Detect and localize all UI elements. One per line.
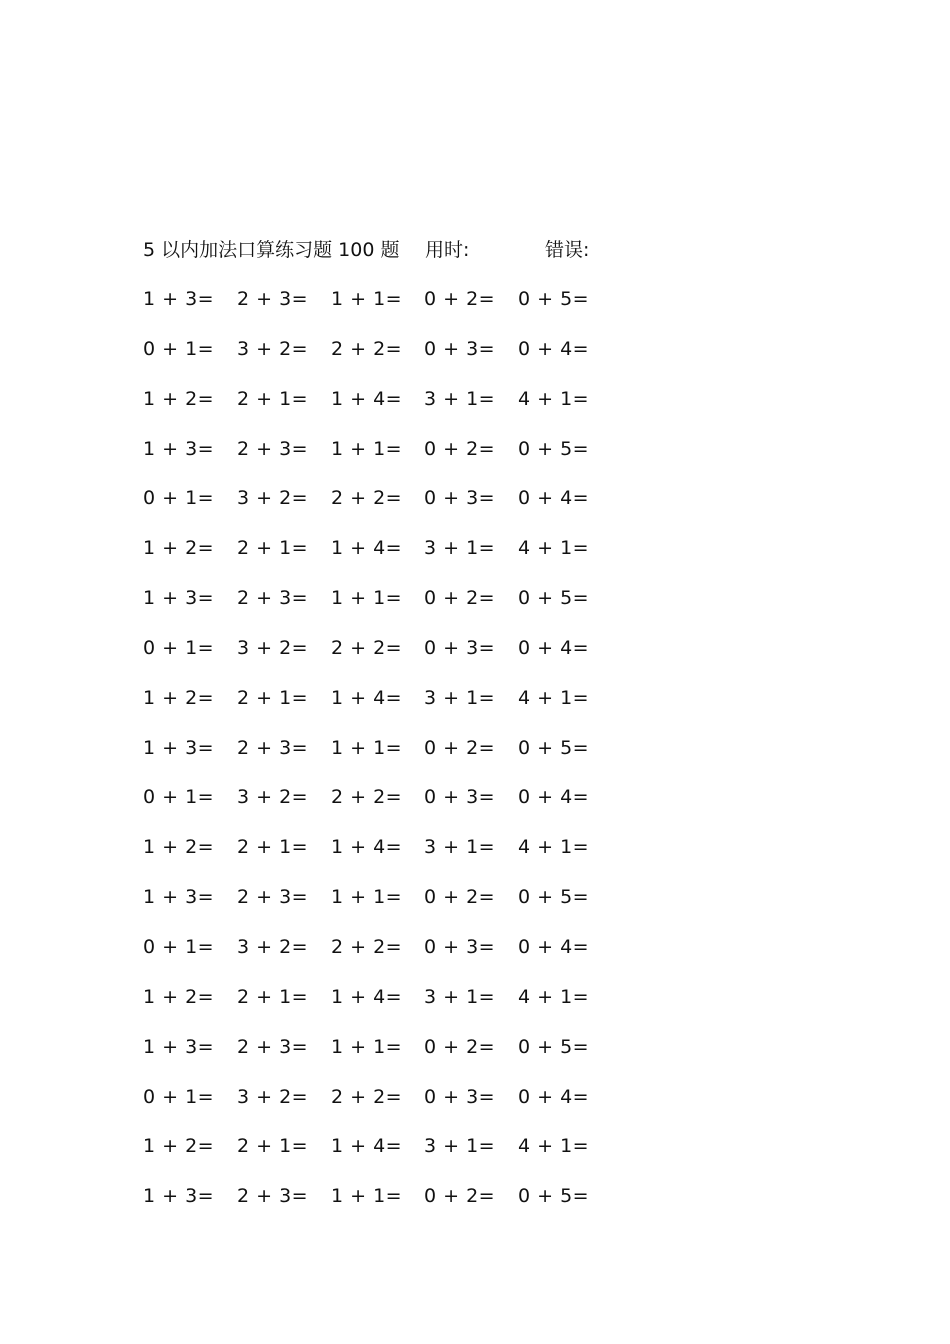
problem-item: 3 + 1= bbox=[424, 686, 496, 709]
problem-item: 0 + 5= bbox=[518, 736, 590, 759]
problem-item: 2 + 3= bbox=[237, 288, 309, 310]
problem-item: 1 + 4= bbox=[331, 537, 403, 560]
problem-row bbox=[143, 934, 613, 984]
problem-item: 0 + 4= bbox=[518, 1085, 590, 1108]
problem-item: 2 + 2= bbox=[331, 1085, 403, 1108]
problem-item: 1 + 2= bbox=[143, 686, 215, 709]
problem-item: 3 + 1= bbox=[424, 387, 496, 410]
problem-item: 1 + 3= bbox=[143, 1185, 215, 1208]
problem-item: 0 + 3= bbox=[424, 487, 496, 510]
problem-item: 1 + 3= bbox=[143, 288, 215, 310]
problem-item: 1 + 1= bbox=[331, 736, 403, 759]
problem-item: 0 + 4= bbox=[518, 786, 590, 809]
problem-item: 0 + 3= bbox=[424, 786, 496, 809]
problem-row bbox=[143, 884, 613, 934]
problem-item: 2 + 1= bbox=[237, 537, 309, 560]
problem-grid bbox=[143, 286, 613, 1233]
problem-item: 3 + 2= bbox=[237, 935, 309, 958]
problem-item: 0 + 5= bbox=[518, 288, 590, 310]
problem-item: 3 + 1= bbox=[424, 1135, 496, 1158]
problem-item: 0 + 1= bbox=[143, 337, 215, 360]
time-used-label: 用时: bbox=[425, 239, 470, 261]
problem-item: 4 + 1= bbox=[518, 686, 590, 709]
problem-item: 1 + 3= bbox=[143, 1035, 215, 1058]
problem-item: 0 + 2= bbox=[424, 437, 496, 460]
problem-item: 3 + 1= bbox=[424, 836, 496, 859]
problem-item: 1 + 2= bbox=[143, 537, 215, 560]
problem-item: 1 + 2= bbox=[143, 836, 215, 859]
problem-item: 0 + 1= bbox=[143, 1085, 215, 1108]
problem-item: 3 + 1= bbox=[424, 537, 496, 560]
problem-item: 1 + 3= bbox=[143, 886, 215, 909]
problem-item: 2 + 1= bbox=[237, 985, 309, 1008]
problem-item: 1 + 1= bbox=[331, 886, 403, 909]
problem-item: 2 + 2= bbox=[331, 636, 403, 659]
problem-item: 0 + 2= bbox=[424, 288, 496, 310]
problem-item: 4 + 1= bbox=[518, 1135, 590, 1158]
problem-item: 1 + 4= bbox=[331, 1135, 403, 1158]
problem-item: 2 + 2= bbox=[331, 487, 403, 510]
problem-item: 1 + 4= bbox=[331, 387, 403, 410]
problem-item: 4 + 1= bbox=[518, 537, 590, 560]
problem-row bbox=[143, 685, 613, 735]
problem-item: 1 + 1= bbox=[331, 1035, 403, 1058]
problem-item: 2 + 3= bbox=[237, 1035, 309, 1058]
problem-item: 3 + 2= bbox=[237, 487, 309, 510]
problem-item: 2 + 1= bbox=[237, 1135, 309, 1158]
problem-row bbox=[143, 386, 613, 436]
problem-item: 0 + 4= bbox=[518, 487, 590, 510]
problem-row bbox=[143, 984, 613, 1034]
problem-item: 1 + 4= bbox=[331, 985, 403, 1008]
problem-item: 0 + 5= bbox=[518, 886, 590, 909]
problem-row bbox=[143, 535, 613, 585]
problem-item: 0 + 4= bbox=[518, 337, 590, 360]
problem-item: 1 + 1= bbox=[331, 587, 403, 610]
problem-row bbox=[143, 735, 613, 785]
problem-item: 0 + 1= bbox=[143, 487, 215, 510]
problem-item: 0 + 5= bbox=[518, 437, 590, 460]
problem-item: 1 + 2= bbox=[143, 387, 215, 410]
problem-item: 1 + 4= bbox=[331, 686, 403, 709]
problem-item: 3 + 2= bbox=[237, 786, 309, 809]
problem-item: 0 + 2= bbox=[424, 886, 496, 909]
problem-item: 0 + 3= bbox=[424, 337, 496, 360]
problem-item: 4 + 1= bbox=[518, 836, 590, 859]
problem-row bbox=[143, 1034, 613, 1084]
problem-item: 1 + 2= bbox=[143, 985, 215, 1008]
problem-item: 3 + 2= bbox=[237, 1085, 309, 1108]
problem-item: 3 + 2= bbox=[237, 337, 309, 360]
problem-item: 2 + 1= bbox=[237, 387, 309, 410]
problem-item: 0 + 1= bbox=[143, 786, 215, 809]
problem-row bbox=[143, 1084, 613, 1134]
problem-item: 2 + 3= bbox=[237, 1185, 309, 1208]
worksheet-header bbox=[143, 236, 663, 264]
problem-item: 1 + 2= bbox=[143, 1135, 215, 1158]
problem-item: 2 + 2= bbox=[331, 786, 403, 809]
problem-row bbox=[143, 585, 613, 635]
problem-item: 1 + 3= bbox=[143, 437, 215, 460]
problem-row bbox=[143, 834, 613, 884]
problem-item: 2 + 3= bbox=[237, 886, 309, 909]
problem-item: 4 + 1= bbox=[518, 985, 590, 1008]
problem-item: 1 + 1= bbox=[331, 288, 403, 310]
problem-item: 3 + 1= bbox=[424, 985, 496, 1008]
problem-item: 2 + 2= bbox=[331, 935, 403, 958]
problem-item: 0 + 2= bbox=[424, 1185, 496, 1208]
problem-item: 2 + 3= bbox=[237, 437, 309, 460]
problem-item: 0 + 5= bbox=[518, 1035, 590, 1058]
problem-item: 2 + 1= bbox=[237, 686, 309, 709]
problem-item: 0 + 3= bbox=[424, 636, 496, 659]
problem-item: 1 + 1= bbox=[331, 1185, 403, 1208]
problem-row bbox=[143, 485, 613, 535]
problem-item: 1 + 1= bbox=[331, 437, 403, 460]
problem-item: 0 + 5= bbox=[518, 587, 590, 610]
problem-item: 1 + 3= bbox=[143, 587, 215, 610]
problem-item: 0 + 2= bbox=[424, 736, 496, 759]
problem-item: 2 + 3= bbox=[237, 587, 309, 610]
problem-item: 0 + 3= bbox=[424, 935, 496, 958]
problem-item: 0 + 1= bbox=[143, 636, 215, 659]
problem-item: 4 + 1= bbox=[518, 387, 590, 410]
problem-item: 1 + 3= bbox=[143, 736, 215, 759]
problem-item: 3 + 2= bbox=[237, 636, 309, 659]
problem-item: 0 + 4= bbox=[518, 935, 590, 958]
problem-item: 0 + 2= bbox=[424, 587, 496, 610]
problem-item: 1 + 4= bbox=[331, 836, 403, 859]
problem-row bbox=[143, 286, 613, 336]
problem-row bbox=[143, 436, 613, 486]
problem-row bbox=[143, 1133, 613, 1183]
problem-item: 2 + 1= bbox=[237, 836, 309, 859]
problem-item: 0 + 5= bbox=[518, 1185, 590, 1208]
problem-row bbox=[143, 1183, 613, 1233]
problem-item: 0 + 1= bbox=[143, 935, 215, 958]
error-count-label: 错误: bbox=[545, 239, 590, 261]
problem-item: 0 + 3= bbox=[424, 1085, 496, 1108]
problem-row bbox=[143, 784, 613, 834]
problem-item: 2 + 3= bbox=[237, 736, 309, 759]
problem-row bbox=[143, 336, 613, 386]
problem-item: 0 + 4= bbox=[518, 636, 590, 659]
worksheet-title: 5 以内加法口算练习题 100 题 bbox=[143, 239, 400, 261]
problem-item: 2 + 2= bbox=[331, 337, 403, 360]
problem-row bbox=[143, 635, 613, 685]
problem-item: 0 + 2= bbox=[424, 1035, 496, 1058]
